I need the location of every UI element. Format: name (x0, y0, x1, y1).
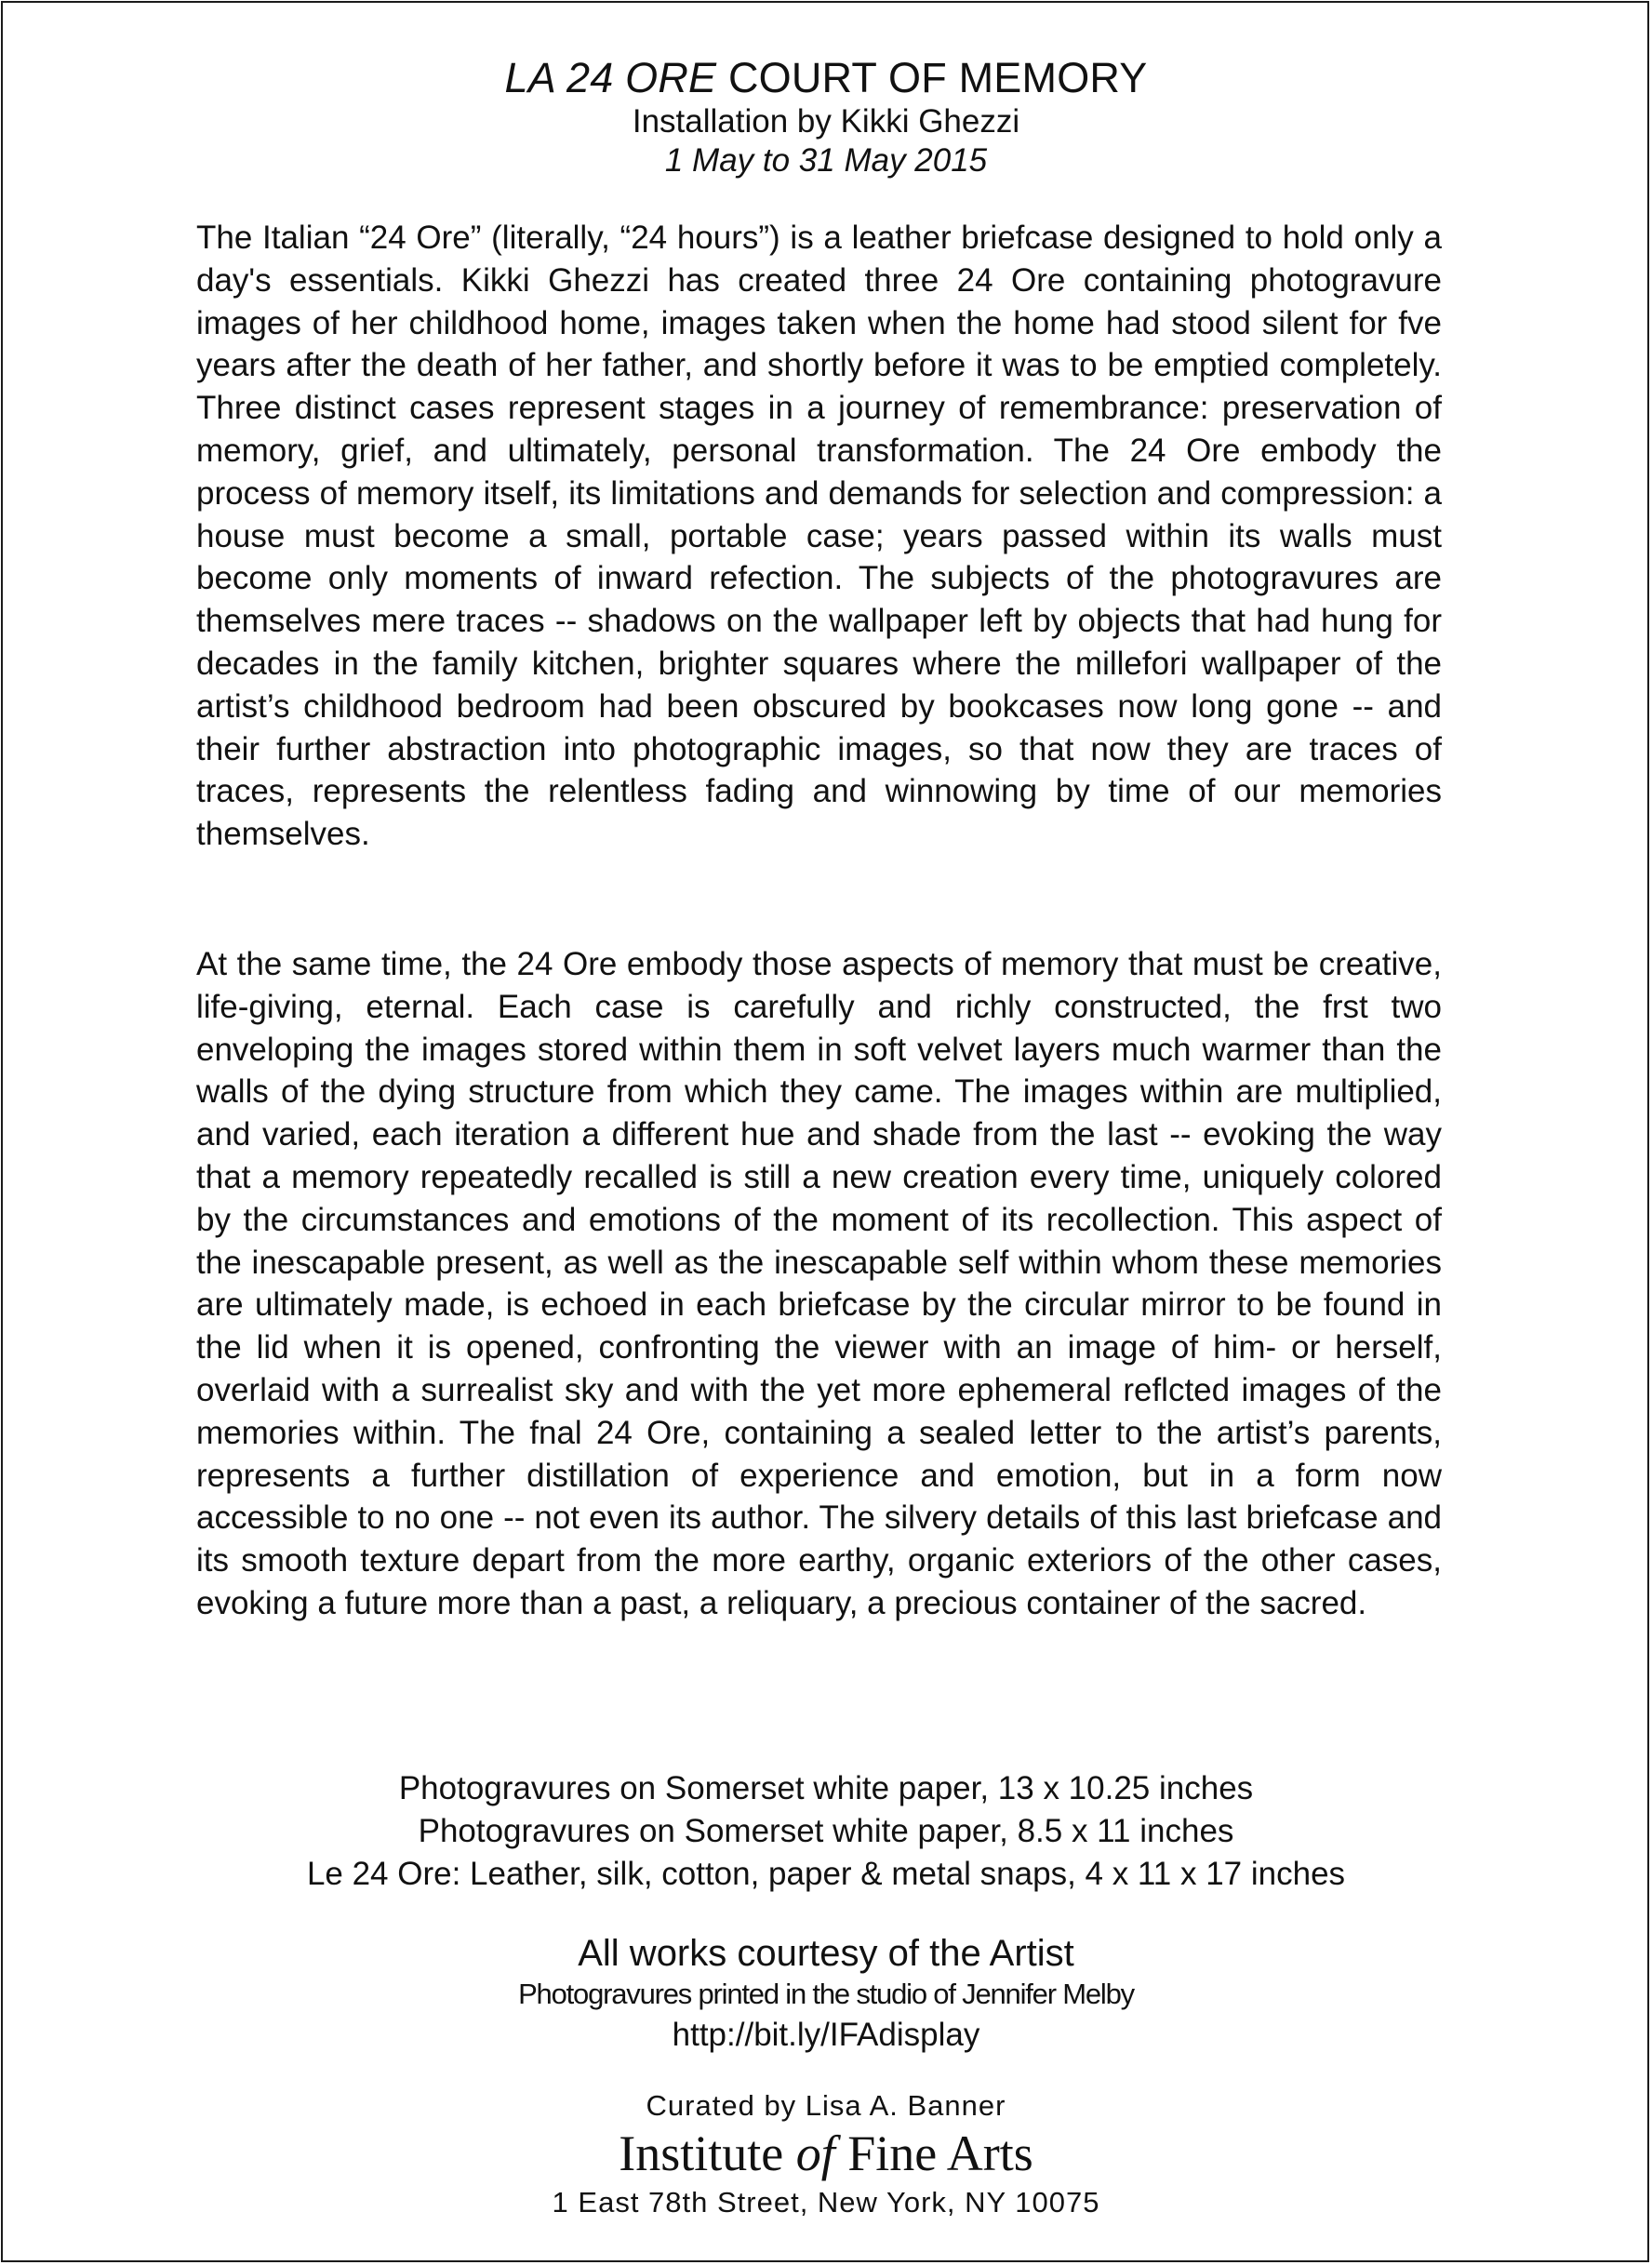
body-paragraph-2: At the same time, the 24 Ore embody those aspects of memory that must be creative, life-giving, eternal. Each case is carefully and richly constructed, the frst two enveloping the images stored within them in soft velvet layers much warmer than the walls of the dying structure from which they came. The images within are multiplied, and varied, each iteration a different hue and shade from the last -- evoking the way that a memory repeatedly recalled is still a new creation every time, uniquely colored by the circumstances and emotions of the moment of its recollection. This aspect of the inescapable present, as well as the inescapable self within whom these memories are ultimately made, is echoed in each briefcase by the circular mirror to be found in the lid when it is opened, confronting the viewer with an image of him- or herself, overlaid with a surrealist sky and with the yet more ephemeral reflcted images of the memories within. The fnal 24 Ore, containing a sealed letter to the artist’s parents, represents a further distillation of experience and emotion, but in a form now accessible to no one -- not even its author. The silvery details of this last briefcase and its smooth texture depart from the more earthy, organic exteriors of the other cases, evoking a future more than a past, a reliquary, a precious container of the sacred. (196, 946, 1442, 1621)
credits (0, 1931, 1652, 2058)
courtesy-line: All works courtesy of the Artist (578, 1933, 1074, 1974)
page-title (0, 54, 1652, 102)
specs-list (0, 1767, 1652, 1896)
footer (0, 2087, 1652, 2223)
title-rest: COURT OF MEMORY (716, 54, 1148, 101)
fine-arts-words: Fine Arts (834, 2125, 1033, 2181)
printed-by-line: Photogravures printed in the studio of Jennifer Melby (518, 1978, 1134, 2010)
subtitle: Installation by Kikki Ghezzi (632, 103, 1020, 140)
spec-line: Le 24 Ore: Leather, silk, cotton, paper & metal snaps, 4 x 11 x 17 inches (306, 1856, 1346, 1892)
header (0, 54, 1652, 180)
institute-logo (0, 2125, 1652, 2182)
institute-word: Institute (619, 2125, 796, 2181)
display-link[interactable]: http://bit.ly/IFAdisplay (672, 2017, 980, 2053)
body-paragraph-1: The Italian “24 Ore” (literally, “24 hours”) is a leather briefcase designed to hold only a day's essentials. Kikki Ghezzi has created three 24 Ore containing photogravure images of her childhood home, images taken when the home had stood silent for fve years after the death of her father, and shortly before it was to be emptied completely. Three distinct cases represent stages in a journey of remembrance: preservation of memory, grief, and ultimately, personal transformation. The 24 Ore embody the process of memory itself, its limitations and demands for selection and compression: a house must become a small, portable case; years passed within its walls must become only moments of inward refection. The subjects of the photogravures are themselves mere traces -- shadows on the wallpaper left by objects that had hung for decades in the family kitchen, brighter squares where the millefori wallpaper of the artist’s childhood bedroom had been obscured by bookcases now long gone -- and their further abstraction into photographic images, so that now they are traces of traces, represents the relentless fading and winnowing by time of our memories themselves. (196, 220, 1442, 853)
curator-line: Curated by Lisa A. Banner (646, 2089, 1006, 2122)
spec-line: Photogravures on Somerset white paper, 8.5 x 11 inches (418, 1813, 1234, 1849)
spec-line: Photogravures on Somerset white paper, 13 x 10.25 inches (398, 1770, 1254, 1806)
address-line: 1 East 78th Street, New York, NY 10075 (552, 2186, 1100, 2218)
exhibition-dates: 1 May to 31 May 2015 (664, 142, 988, 179)
title-italic-part: LA 24 ORE (504, 54, 717, 101)
institute-of: of (795, 2125, 835, 2181)
